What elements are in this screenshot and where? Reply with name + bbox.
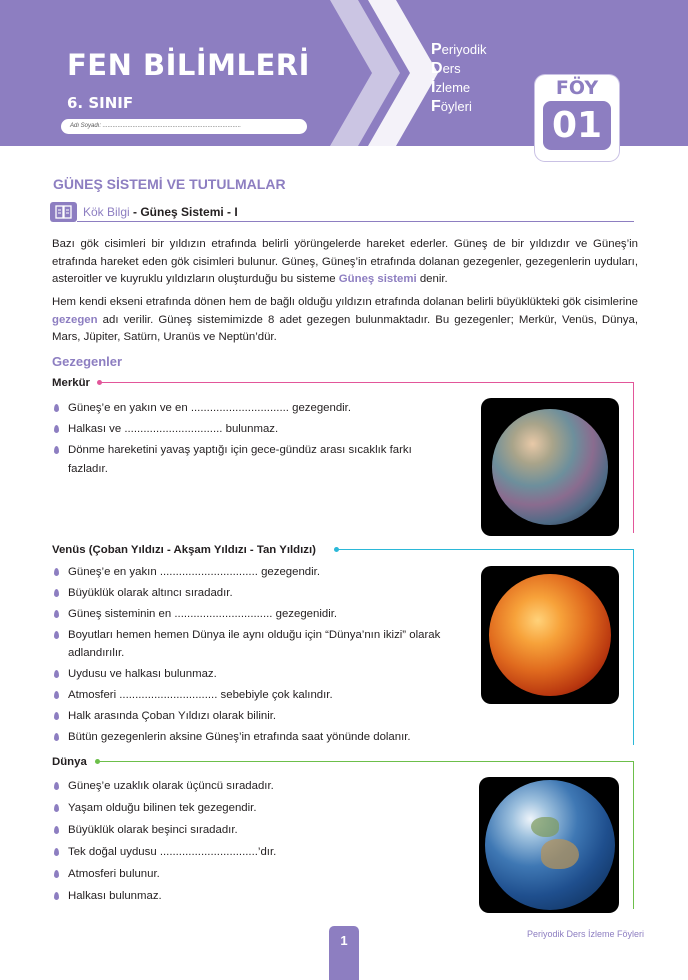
list-item: Yaşam olduğu bilinen tek gezegendir. <box>52 799 452 817</box>
merkur-connector-vline <box>633 382 634 533</box>
pdif-line-3: İzleme <box>431 79 471 96</box>
venus-image <box>481 566 619 704</box>
pdif-line-1: Periyodik <box>431 41 487 58</box>
list-item: Atmosferi bulunur. <box>52 865 452 883</box>
list-item: Güneş sisteminin en ............................... gezegenidir. <box>52 605 452 623</box>
chevron-decoration <box>330 0 440 146</box>
list-item: Halkası bulunmaz. <box>52 887 452 905</box>
dunya-connector-vline <box>633 761 634 909</box>
venus-sphere <box>489 574 611 696</box>
sheet-number: 01 <box>543 101 611 150</box>
venus-list <box>52 563 452 746</box>
merkur-connector-line <box>99 382 633 383</box>
footer-series-title: Periyodik Ders İzleme Föyleri <box>527 929 645 939</box>
list-item: Uydusu ve halkası bulunmaz. <box>52 665 452 683</box>
dunya-connector-line <box>97 761 633 762</box>
section-title: GÜNEŞ SİSTEMİ VE TUTULMALAR <box>53 176 286 192</box>
list-item: Büyüklük olarak altıncı sıradadır. <box>52 584 452 602</box>
book-icon <box>50 202 77 222</box>
mercury-image <box>481 398 619 536</box>
list-item: Büyüklük olarak beşinci sıradadır. <box>52 821 452 839</box>
mercury-sphere <box>492 409 608 525</box>
venus-heading: Venüs (Çoban Yıldızı - Akşam Yıldızı - Tan Yıldızı) <box>52 544 316 556</box>
list-item: Güneş’e en yakın ............................... gezegendir. <box>52 563 452 581</box>
dunya-heading: Dünya <box>52 756 87 768</box>
intro-paragraph-2: Hem kendi ekseni etrafında dönen hem de bağlı olduğu yıldızın etrafında dolanan belirli büyüklükteki gök cisimlerine gezegen adı verilir. Güneş sistemimizde 8 adet gezegen bulunmaktadır. Bu gezegenler; Merkür, Venüs, Dünya, Mars, Jüpiter, Satürn, Uranüs ve Neptün’dür. <box>52 296 638 343</box>
kok-bilgi-label: Kök Bilgi - Güneş Sistemi - I <box>83 205 238 219</box>
list-item: Tek doğal uydusu ...............................’dır. <box>52 843 452 861</box>
list-item: Dönme hareketini yavaş yaptığı için gece-gündüz arası sıcaklık farkı fazladır. <box>52 441 450 479</box>
list-item: Güneş’e en yakın ve en ............................... gezegendir. <box>52 399 450 418</box>
list-item: Halk arasında Çoban Yıldızı olarak bilinir. <box>52 707 452 725</box>
list-item: Güneş’e uzaklık olarak üçüncü sıradadır. <box>52 777 452 795</box>
venus-connector-line <box>336 549 633 550</box>
list-item: Boyutları hemen hemen Dünya ile aynı olduğu için “Dünya’nın ikizi” olarak adlandırılır. <box>52 626 452 662</box>
sheet-badge <box>535 75 619 161</box>
name-field[interactable]: Adı Soyadı: ................................................................................... <box>61 119 307 134</box>
planets-heading: Gezegenler <box>52 354 123 369</box>
list-item: Bütün gezegenlerin aksine Güneş’in etrafında saat yönünde dolanır. <box>52 728 452 746</box>
list-item: Halkası ve ............................... bulunmaz. <box>52 420 450 439</box>
subject-title: FEN BİLİMLERİ <box>67 48 310 82</box>
pdif-line-4: Föyleri <box>431 98 472 115</box>
sheet-label: FÖY <box>555 77 599 99</box>
venus-connector-vline <box>633 549 634 745</box>
earth-image <box>479 777 619 913</box>
intro-paragraph-1: Bazı gök cisimleri bir yıldızın etrafında belirli yörüngelerde hareket ederler. Güneş de bir yıldızdır ve Güneş’in etrafında hareket eden gök cisimleri bulunur. Güneş, Güneş’in etrafında dolanan gezegenler, gezegenlerin uyduları, asteroitler ve kuyruklu yıldızların oluşturduğu bu sisteme Güneş sistemi denir. <box>52 238 638 285</box>
merkur-list <box>52 399 450 479</box>
dunya-list <box>52 777 452 905</box>
page-number: 1 <box>329 926 359 980</box>
kok-bilgi-underline <box>77 221 634 222</box>
pdif-line-2: Ders <box>431 60 461 77</box>
kok-bilgi-bar <box>50 202 634 222</box>
pdif-logo <box>431 40 486 116</box>
list-item: Atmosferi ............................... sebebiyle çok kalındır. <box>52 686 452 704</box>
earth-continent <box>541 839 579 869</box>
merkur-heading: Merkür <box>52 377 90 389</box>
grade-label: 6. SINIF <box>67 94 134 112</box>
earth-continent <box>531 817 559 837</box>
